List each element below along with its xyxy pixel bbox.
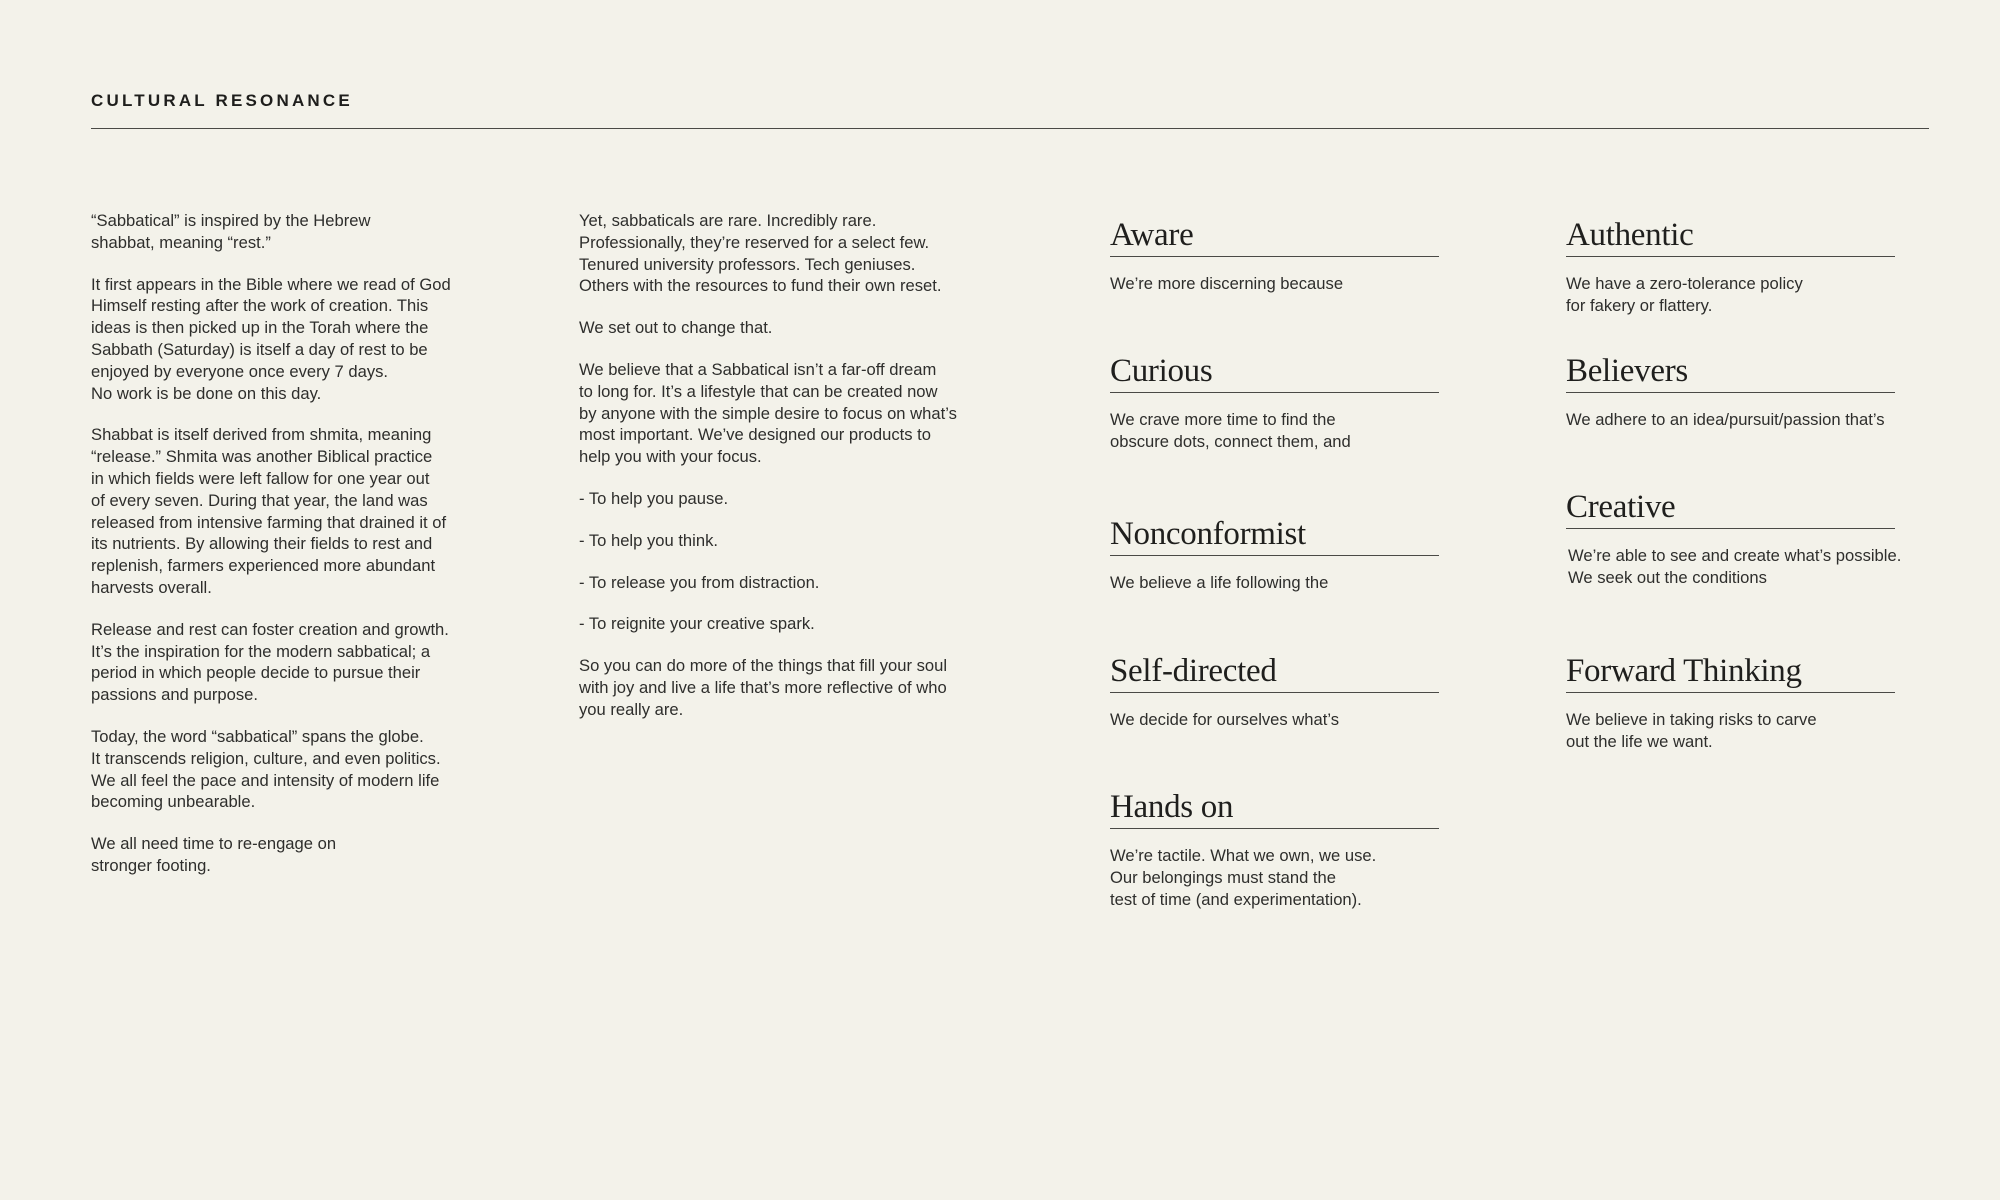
body-paragraph: Today, the word “sabbatical” spans the globe. It transcends religion, culture, and even politics. We all feel the pace and intensity of modern life becoming unbearable. [91, 726, 441, 812]
body-paragraph: Shabbat is itself derived from shmita, meaning “release.” Shmita was another Biblical practice in which fields were left fallow for one year out of every seven. During that year, the land was released from intensive farming that drained it of its nutrients. By allowing their fields to rest and replenish, farmers experienced more abundant harvests overall. [91, 425, 447, 597]
value-description: We believe a life following the [1110, 573, 1329, 592]
value-believers [1566, 351, 1895, 431]
list-item: - To help you think. [579, 530, 718, 550]
header-divider [91, 128, 1929, 129]
value-description: We’re tactile. What we own, we use. Our belongings must stand the test of time (and experimentation). [1110, 846, 1377, 909]
value-aware [1110, 215, 1439, 295]
value-curious [1110, 351, 1439, 453]
value-nonconformist [1110, 514, 1439, 594]
value-description: We decide for ourselves what’s [1110, 710, 1340, 729]
value-title: Self-directed [1110, 651, 1439, 693]
list-item: - To reignite your creative spark. [579, 614, 815, 634]
value-title: Curious [1110, 351, 1439, 393]
value-title: Aware [1110, 215, 1439, 257]
value-description: We adhere to an idea/pursuit/passion that’s [1566, 410, 1885, 429]
body-paragraph: Yet, sabbaticals are rare. Incredibly rare. Professionally, they’re reserved for a select few. Tenured university professors. Tech geniuses. Others with the resources to fund their own reset. [579, 211, 942, 296]
value-title: Believers [1566, 351, 1895, 393]
value-title: Authentic [1566, 215, 1895, 257]
value-description: We have a zero-tolerance policy for fakery or flattery. [1566, 274, 1803, 315]
body-paragraph: We all need time to re-engage on stronger footing. [91, 834, 337, 875]
body-paragraph: We believe that a Sabbatical isn’t a far-off dream to long for. It’s a lifestyle that can be created now by anyone with the simple desire to focus on what’s most important. We’ve designed our products to help you with your focus. [579, 359, 957, 467]
list-item: - To help you pause. [579, 488, 729, 508]
value-description: We’re more discerning because [1110, 274, 1344, 293]
value-authentic [1566, 215, 1895, 317]
value-description: We’re able to see and create what’s possible. We seek out the conditions [1568, 546, 1902, 587]
body-paragraph: So you can do more of the things that fill your soul with joy and live a life that’s more reflective of who you really are. [579, 656, 948, 719]
mission-text-column [579, 210, 1019, 741]
origin-text-column [91, 210, 521, 897]
value-description: We crave more time to find the obscure dots, connect them, and [1110, 410, 1351, 451]
body-paragraph: “Sabbatical” is inspired by the Hebrew shabbat, meaning “rest.” [91, 211, 371, 252]
value-title: Forward Thinking [1566, 651, 1895, 693]
section-eyebrow: CULTURAL RESONANCE [91, 91, 353, 110]
body-paragraph: Release and rest can foster creation and growth. It’s the inspiration for the modern sabbatical; a period in which people decide to pursue their passions and purpose. [91, 619, 449, 705]
value-hands-on [1110, 787, 1439, 910]
list-item: - To release you from distraction. [579, 572, 820, 592]
value-creative [1566, 487, 1902, 589]
body-paragraph: We set out to change that. [579, 318, 773, 338]
value-self-directed [1110, 651, 1439, 731]
value-title: Creative [1566, 487, 1895, 529]
body-paragraph: It first appears in the Bible where we read of God Himself resting after the work of creation. This ideas is then picked up in the Torah where the Sabbath (Saturday) is itself a day of rest to be enjoyed by everyone once every 7 days. No work is be done on this day. [91, 274, 451, 403]
value-forward-thinking [1566, 651, 1895, 753]
value-description: We believe in taking risks to carve out the life we want. [1566, 710, 1817, 751]
value-title: Hands on [1110, 787, 1439, 829]
value-title: Nonconformist [1110, 514, 1439, 556]
